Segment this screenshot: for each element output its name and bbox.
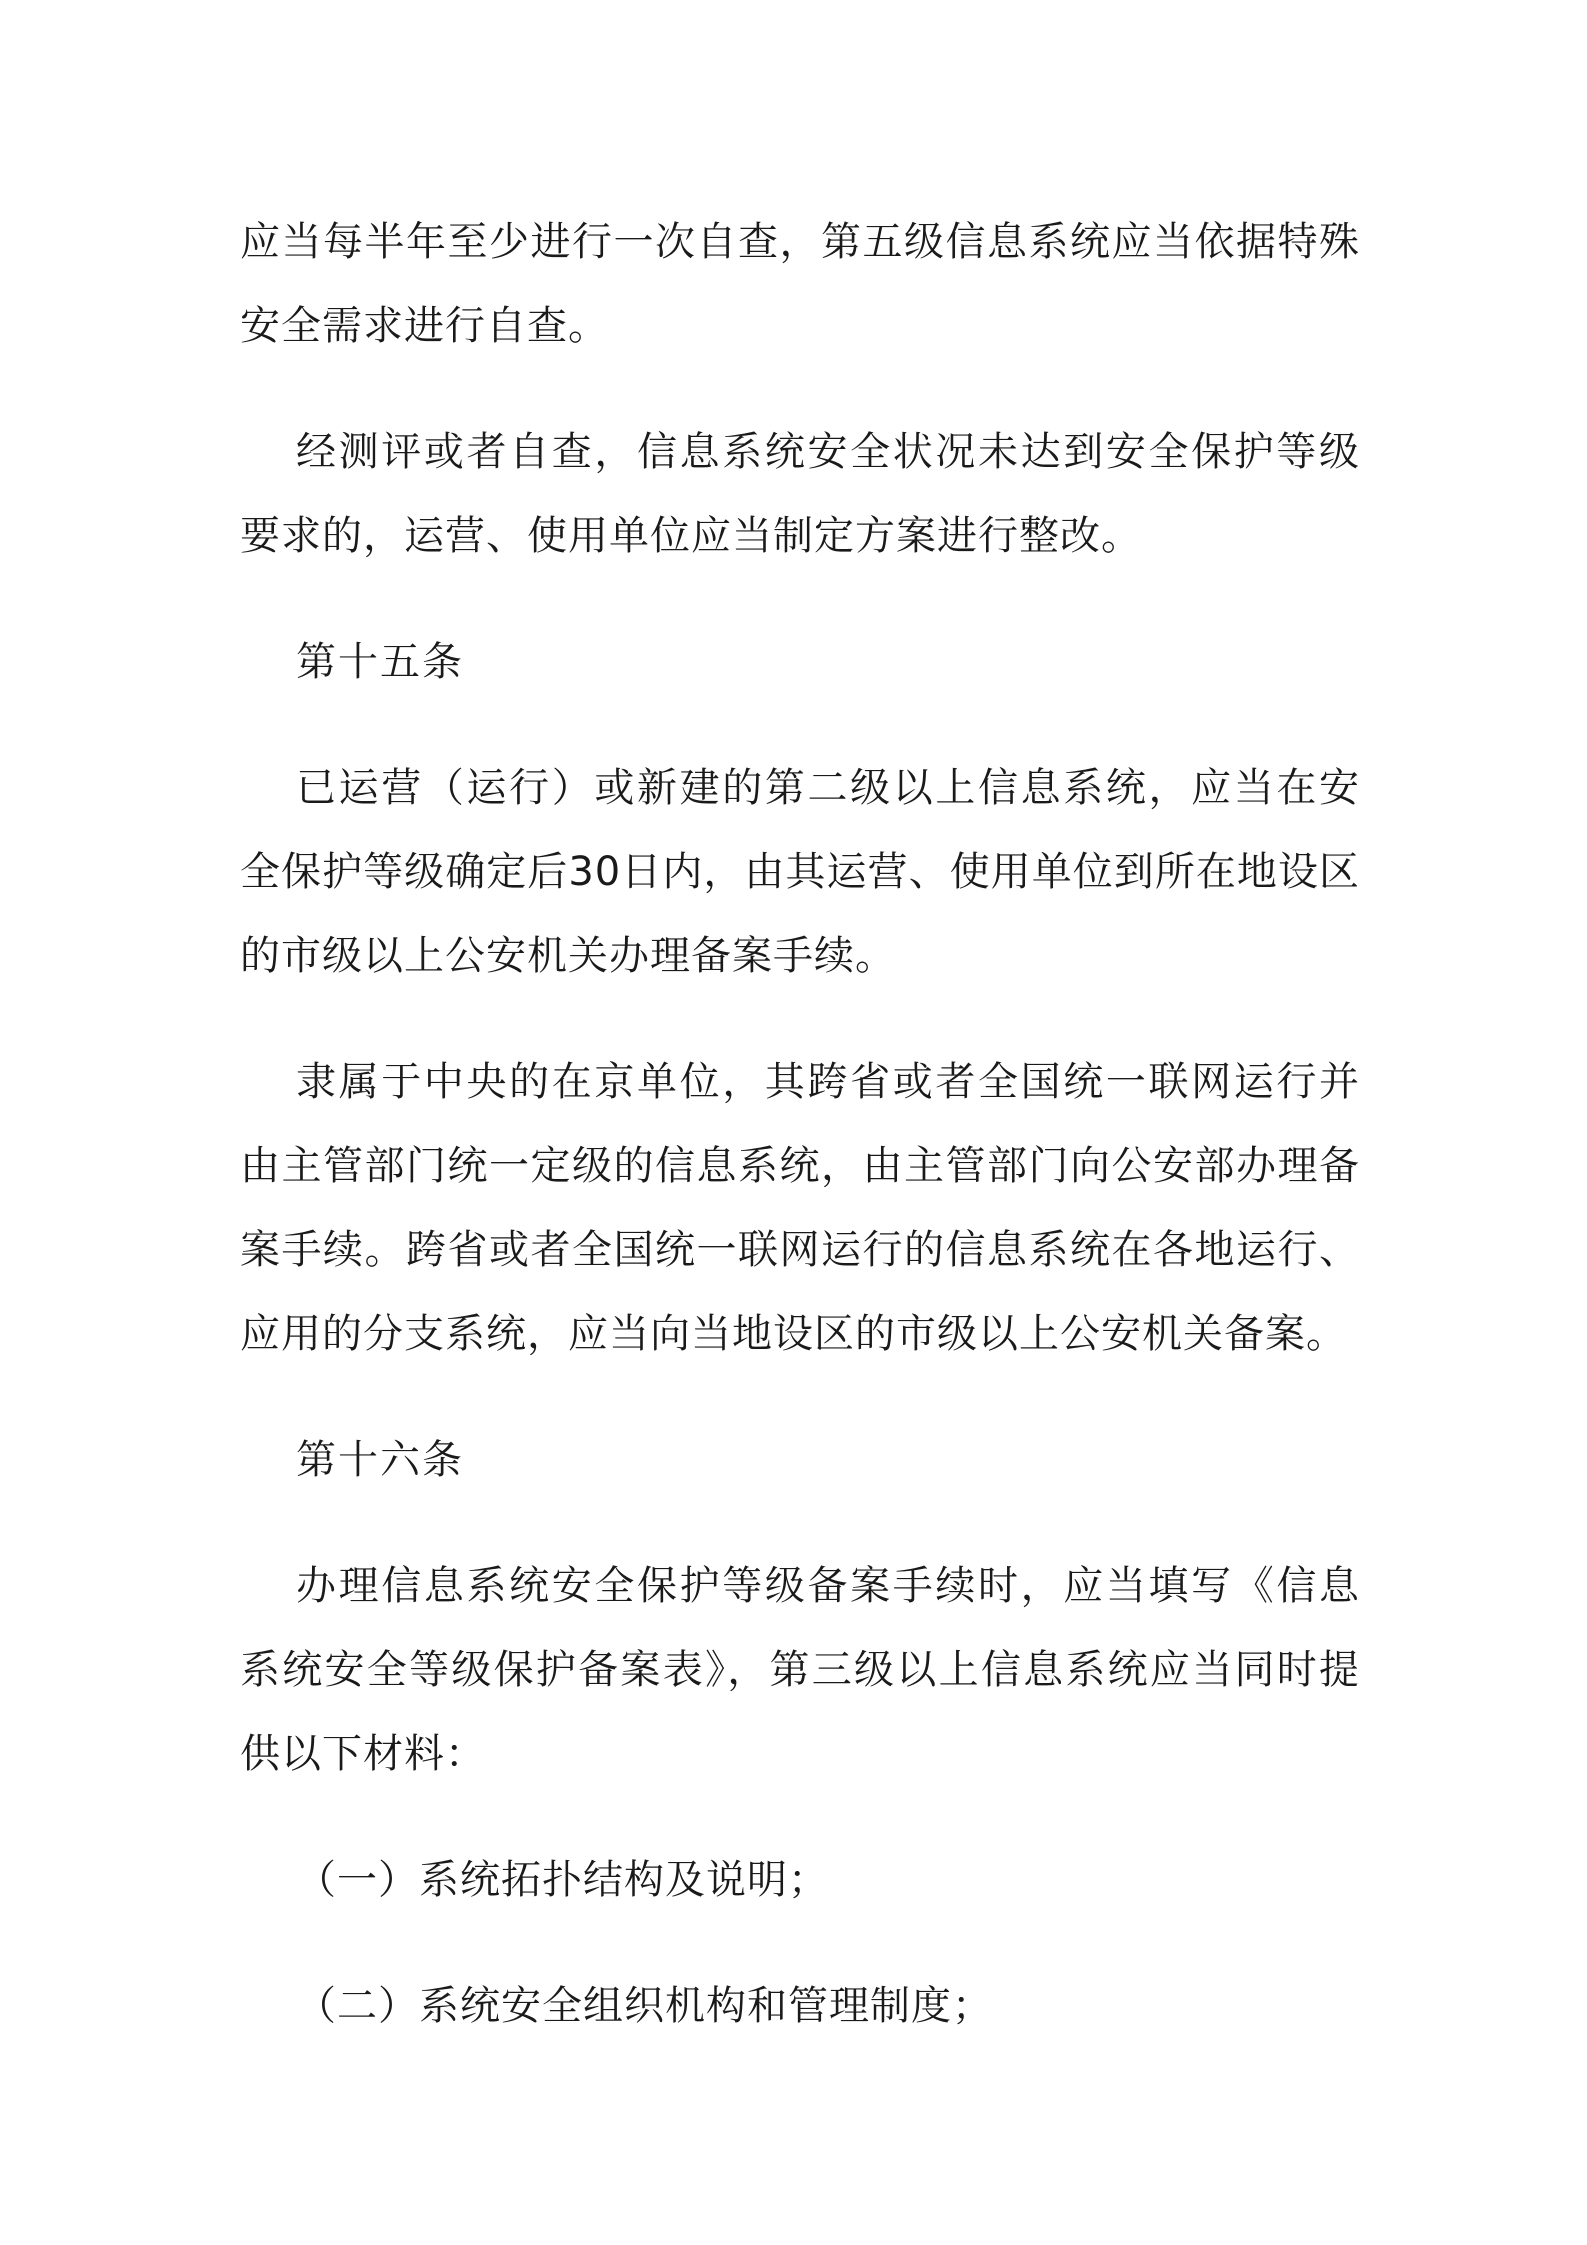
paragraph-filing-materials: 办理信息系统安全保护等级备案手续时，应当填写《信息系统安全等级保护备案表》，第三级以上信息系统应当同时提供以下材料：: [240, 1563, 1360, 1777]
article-heading-16: 第十六条: [296, 1437, 464, 1483]
list-item-topology: （一）系统拓扑结构及说明；: [296, 1857, 829, 1903]
paragraph-self-inspection-continued: 应当每半年至少进行一次自查，第五级信息系统应当依据特殊安全需求进行自查。: [240, 219, 1360, 349]
list-item-organization: （二）系统安全组织机构和管理制度；: [296, 1983, 993, 2029]
paragraph-central-units: 隶属于中央的在京单位，其跨省或者全国统一联网运行并由主管部门统一定级的信息系统，由主管部门向公安部办理备案手续。跨省或者全国统一联网运行的信息系统在各地运行、应用的分支系统，应当向当地设区的市级以上公安机关备案。: [240, 1059, 1360, 1357]
document-body: [240, 200, 1360, 2090]
article-heading-15: 第十五条: [296, 639, 464, 685]
paragraph-filing-deadline: 已运营（运行）或新建的第二级以上信息系统，应当在安全保护等级确定后30日内，由其运营、使用单位到所在地设区的市级以上公安机关办理备案手续。: [240, 765, 1360, 979]
paragraph-rectification: 经测评或者自查，信息系统安全状况未达到安全保护等级要求的，运营、使用单位应当制定方案进行整改。: [240, 429, 1360, 559]
